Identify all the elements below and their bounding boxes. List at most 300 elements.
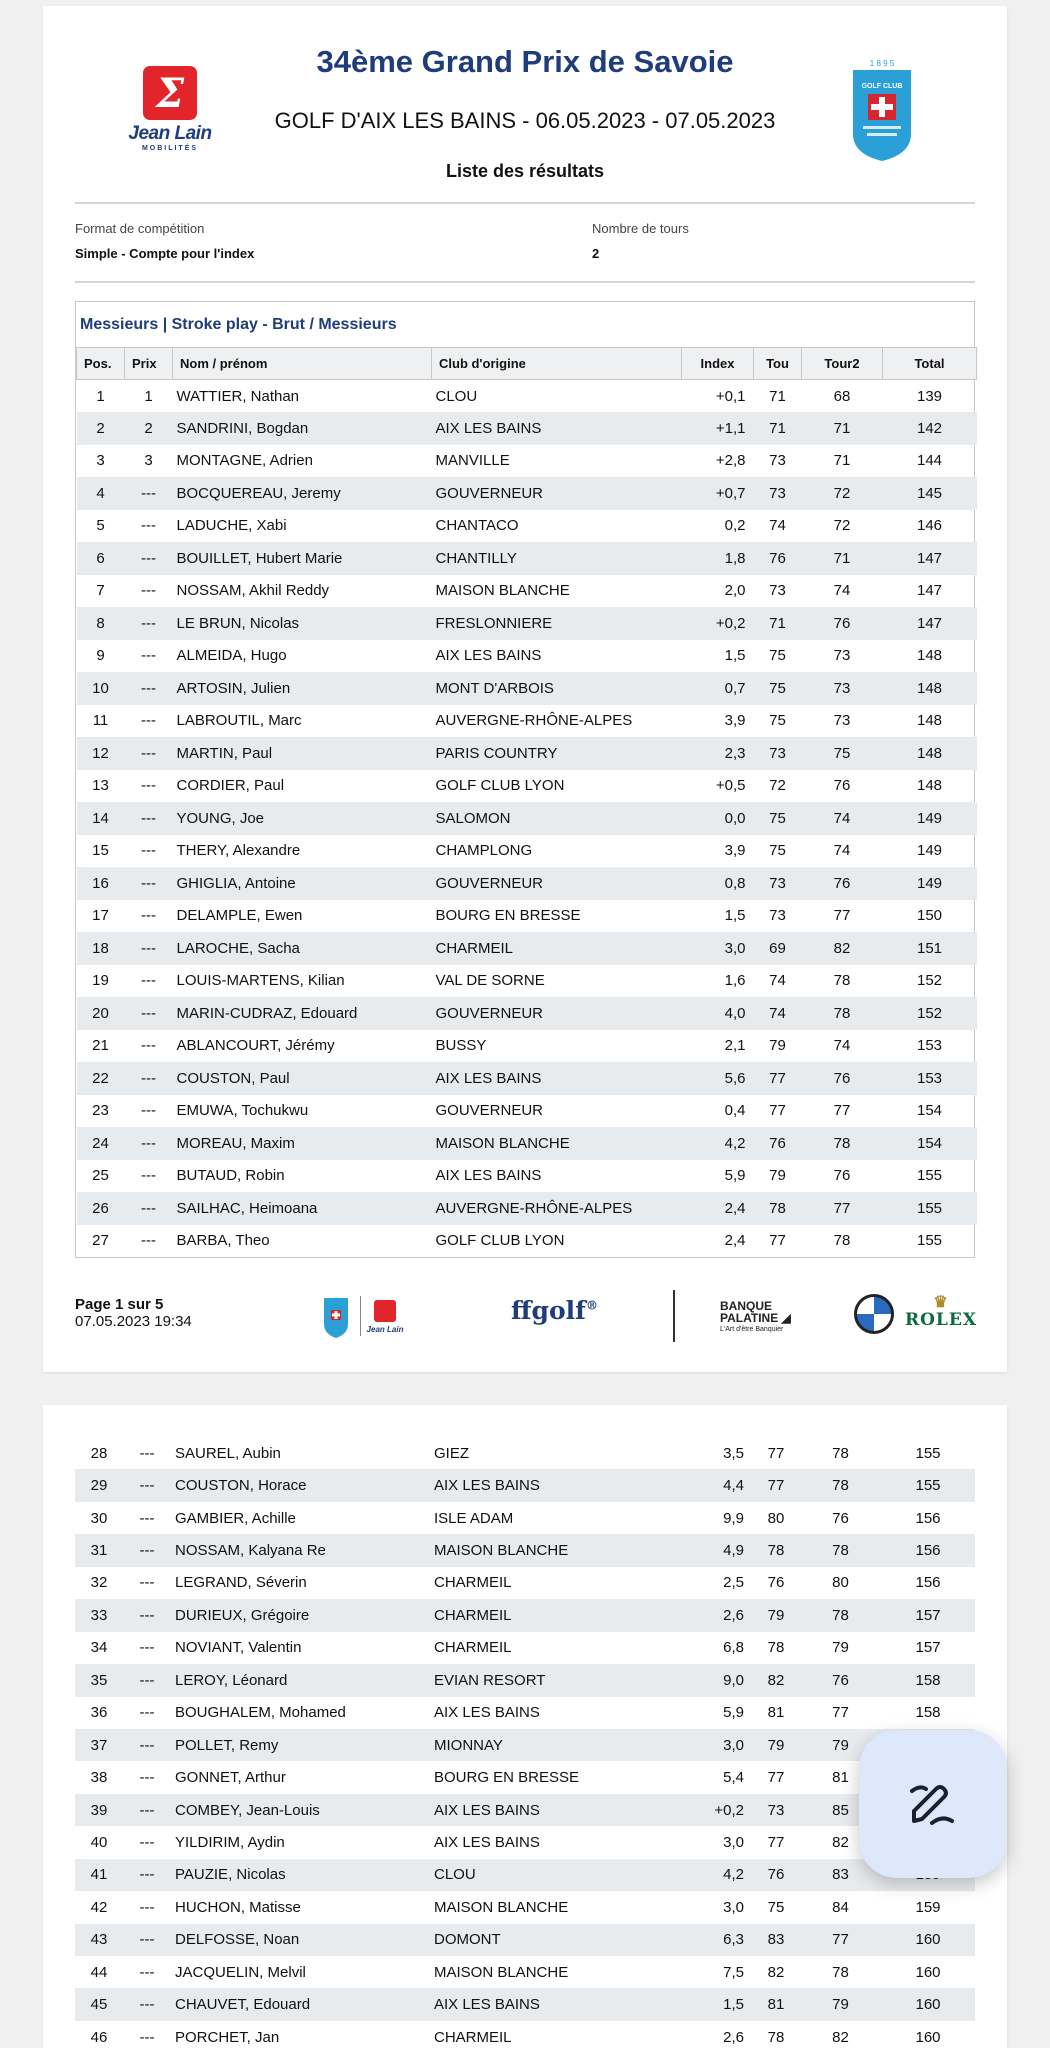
total-cell: 155 — [883, 1192, 977, 1225]
player-name-cell: ABLANCOURT, Jérémy — [176, 1037, 335, 1055]
round1-cell: 75 — [769, 647, 786, 665]
index-cell: +0,7 — [682, 477, 754, 510]
table-row — [75, 1859, 975, 1891]
col-header: Tou — [754, 348, 802, 380]
pos-cell: 35 — [75, 1664, 123, 1696]
prize-cell: --- — [139, 1704, 155, 1722]
table-row — [77, 900, 977, 933]
club-cell: AUVERGNE-RHÔNE-ALPES — [435, 712, 633, 730]
club-cell: GOLF CLUB LYON — [435, 777, 565, 795]
index-cell: 2,4 — [724, 1232, 746, 1250]
round1-cell: 72 — [769, 777, 786, 795]
prize-cell: --- — [125, 997, 173, 1030]
col-header: Index — [682, 348, 754, 380]
index-cell: 2,5 — [723, 1574, 744, 1592]
prize-cell: 1 — [144, 387, 153, 405]
pos-cell: 10 — [77, 672, 125, 705]
pos-cell: 36 — [90, 1704, 108, 1722]
prize-cell: --- — [141, 647, 156, 665]
round1-cell: 74 — [754, 997, 802, 1030]
round1-cell: 77 — [767, 1833, 785, 1851]
club-cell: PARIS COUNTRY — [432, 737, 682, 770]
table-row — [77, 997, 977, 1030]
club-cell: AIX LES BAINS — [434, 1704, 540, 1722]
player-name-cell: SANDRINI, Bogdan — [173, 412, 432, 445]
round1-cell: 73 — [754, 867, 802, 900]
club-cell: BUSSY — [435, 1037, 487, 1055]
page-number: Page 1 sur 5 — [75, 1296, 164, 1313]
prize-cell: --- — [141, 1167, 156, 1185]
round2-cell: 78 — [800, 1469, 881, 1501]
round2-cell: 73 — [833, 647, 851, 665]
pos-cell: 30 — [90, 1509, 108, 1527]
results-table-container — [75, 301, 975, 1258]
club-cell: GIEZ — [434, 1444, 470, 1462]
results-table — [76, 347, 977, 1257]
prize-cell: --- — [139, 1639, 155, 1657]
total-cell: 148 — [883, 672, 977, 705]
col-header: Pos. — [77, 348, 125, 380]
club-cell: GOUVERNEUR — [432, 477, 682, 510]
prize-cell: --- — [141, 777, 156, 795]
round2-cell: 79 — [800, 1729, 881, 1761]
player-name-cell: LABROUTIL, Marc — [176, 712, 302, 730]
index-cell: 3,0 — [723, 1833, 744, 1851]
round2-cell: 84 — [832, 1898, 849, 1916]
page-info — [75, 1296, 192, 1330]
club-cell: AUVERGNE-RHÔNE-ALPES — [432, 1192, 682, 1225]
club-cell: AIX LES BAINS — [432, 1062, 682, 1095]
pos-cell: 41 — [75, 1859, 123, 1891]
round2-cell: 71 — [833, 452, 851, 470]
pos-cell: 29 — [75, 1469, 123, 1501]
player-name-cell: GONNET, Arthur — [175, 1769, 286, 1787]
pos-cell: 8 — [77, 607, 125, 640]
club-cell: CLOU — [430, 1859, 680, 1891]
pos-cell: 12 — [77, 737, 125, 770]
table-row — [77, 802, 977, 835]
round1-cell: 74 — [769, 517, 786, 535]
prize-cell: --- — [123, 1664, 171, 1696]
table-row — [75, 1988, 975, 2020]
round1-cell: 69 — [754, 932, 802, 965]
club-cell: AIX LES BAINS — [432, 412, 682, 445]
page-footer — [75, 1286, 978, 1346]
pos-cell: 21 — [92, 1037, 109, 1055]
table-row — [77, 1095, 977, 1128]
round2-cell: 77 — [800, 1924, 881, 1956]
prize-cell: --- — [125, 477, 173, 510]
index-cell: 0,2 — [724, 517, 746, 535]
pos-cell: 25 — [92, 1167, 109, 1185]
prize-cell: 2 — [125, 412, 173, 445]
player-name-cell: BUTAUD, Robin — [176, 1167, 285, 1185]
club-cell: GOUVERNEUR — [435, 1102, 544, 1120]
table-row — [77, 932, 977, 965]
pos-cell: 32 — [90, 1574, 108, 1592]
player-name-cell: PORCHET, Jan — [175, 2028, 280, 2046]
edit-floating-button[interactable] — [859, 1730, 1007, 1878]
player-name-cell: HUCHON, Matisse — [175, 1898, 301, 1916]
prize-cell: --- — [141, 972, 156, 990]
competition-format: Format de compétition Simple - Compte pour l'index — [75, 221, 255, 261]
pos-cell: 45 — [75, 1988, 123, 2020]
round2-cell: 72 — [833, 517, 851, 535]
pos-cell: 24 — [77, 1127, 125, 1160]
round2-cell: 74 — [833, 1037, 851, 1055]
table-row — [75, 1891, 975, 1923]
page-subtitle: GOLF D'AIX LES BAINS - 06.05.2023 - 07.05.2023 — [274, 108, 776, 133]
round1-cell: 76 — [754, 1127, 802, 1160]
player-name-cell: SAILHAC, Heimoana — [173, 1192, 432, 1225]
prize-cell: --- — [139, 1444, 155, 1462]
total-cell: 156 — [881, 1534, 975, 1566]
round1-cell: 83 — [752, 1924, 800, 1956]
round2-cell: 80 — [832, 1574, 849, 1592]
round1-cell: 79 — [752, 1729, 800, 1761]
table-row — [77, 1062, 977, 1095]
pos-cell: 18 — [77, 932, 125, 965]
round2-cell: 76 — [802, 1062, 883, 1095]
club-cell: CHARMEIL — [432, 932, 682, 965]
round2-cell: 71 — [802, 542, 883, 575]
total-cell: 154 — [916, 1102, 943, 1120]
table-row — [77, 575, 977, 608]
table-row — [77, 1127, 977, 1160]
index-cell: 1,8 — [682, 542, 754, 575]
index-cell: 4,2 — [680, 1859, 752, 1891]
prize-cell: --- — [139, 1898, 155, 1916]
round1-cell: 75 — [767, 1898, 785, 1916]
round1-cell: 76 — [767, 1574, 785, 1592]
pos-cell: 5 — [96, 517, 105, 535]
player-name-cell: DELAMPLE, Ewen — [176, 907, 303, 925]
club-cell: MAISON BLANCHE — [434, 1963, 569, 1981]
club-cell: CHARMEIL — [434, 2028, 512, 2046]
club-cell: FRESLONNIERE — [432, 607, 682, 640]
club-cell: EVIAN RESORT — [430, 1664, 680, 1696]
total-cell: 146 — [916, 517, 943, 535]
player-name-cell: CORDIER, Paul — [176, 777, 285, 795]
round1-cell: 81 — [767, 1704, 785, 1722]
total-cell: 147 — [916, 582, 943, 600]
index-cell: 4,0 — [682, 997, 754, 1030]
round2-cell: 77 — [802, 1192, 883, 1225]
player-name-cell: YILDIRIM, Aydin — [175, 1833, 285, 1851]
divider — [75, 202, 975, 204]
club-cell: AIX LES BAINS — [434, 1833, 540, 1851]
prize-cell: --- — [141, 1037, 156, 1055]
player-name-cell: EMUWA, Tochukwu — [176, 1102, 309, 1120]
index-cell: 3,0 — [680, 1729, 752, 1761]
index-cell: 2,4 — [682, 1192, 754, 1225]
round1-cell: 73 — [769, 907, 786, 925]
player-name-cell: MARTIN, Paul — [173, 737, 432, 770]
round2-cell: 73 — [802, 672, 883, 705]
table-row — [77, 542, 977, 575]
total-cell: 148 — [916, 712, 943, 730]
total-cell: 160 — [881, 1924, 975, 1956]
player-name-cell: ARTOSIN, Julien — [173, 672, 432, 705]
round2-cell: 78 — [802, 997, 883, 1030]
table-row — [75, 1729, 975, 1761]
col-header: Nom / prénom — [173, 348, 432, 380]
round2-cell: 78 — [833, 1232, 851, 1250]
prize-cell: --- — [139, 2028, 155, 2046]
round2-cell: 74 — [833, 582, 851, 600]
col-header: Tour2 — [802, 348, 883, 380]
round2-cell: 85 — [800, 1794, 881, 1826]
pos-cell: 9 — [96, 647, 105, 665]
round1-cell: 75 — [754, 802, 802, 835]
svg-text:1 8 9 5: 1 8 9 5 — [869, 59, 895, 68]
prize-cell: --- — [123, 1729, 171, 1761]
club-cell: BOURG EN BRESSE — [435, 907, 581, 925]
index-cell: 5,4 — [723, 1769, 744, 1787]
round1-cell: 79 — [769, 1167, 786, 1185]
club-cell: VAL DE SORNE — [435, 972, 545, 990]
table-row — [75, 1924, 975, 1956]
svg-text:GOLF CLUB: GOLF CLUB — [861, 83, 903, 90]
index-cell: +0,2 — [680, 1794, 752, 1826]
table-row — [75, 1826, 975, 1858]
round1-cell: 73 — [754, 477, 802, 510]
round1-cell: 71 — [754, 412, 802, 445]
index-cell: 1,5 — [680, 1988, 752, 2020]
prize-cell: --- — [125, 607, 173, 640]
total-cell: 156 — [915, 1574, 941, 1592]
table-row — [75, 1956, 975, 1988]
prize-cell: --- — [123, 1988, 171, 2020]
player-name-cell: DELFOSSE, Noan — [171, 1924, 430, 1956]
index-cell: 0,4 — [724, 1102, 746, 1120]
results-table-continued — [75, 1437, 975, 2048]
ffgolf-logo: ffgolf® — [511, 1296, 598, 1325]
round2-cell: 77 — [833, 1102, 851, 1120]
table-row — [75, 1534, 975, 1566]
prize-cell: --- — [139, 1574, 155, 1592]
table-row — [75, 2021, 975, 2048]
round2-cell: 72 — [802, 477, 883, 510]
round1-cell: 71 — [754, 607, 802, 640]
pos-cell: 44 — [90, 1963, 108, 1981]
round2-cell: 76 — [833, 1167, 851, 1185]
section-title: Messieurs | Stroke play - Brut / Messieurs — [80, 316, 397, 333]
player-name-cell: NOSSAM, Kalyana Re — [171, 1534, 430, 1566]
player-name-cell: MOREAU, Maxim — [173, 1127, 432, 1160]
edit-pen-icon — [906, 1777, 960, 1831]
round1-cell: 73 — [754, 737, 802, 770]
club-cell: MAISON BLANCHE — [432, 1127, 682, 1160]
player-name-cell: PAUZIE, Nicolas — [171, 1859, 430, 1891]
table-row — [77, 640, 977, 673]
index-cell: 3,0 — [682, 932, 754, 965]
index-cell: 5,9 — [724, 1167, 746, 1185]
banque-palatine-logo: BANQUE PALATINE ◢ L'Art d'être Banquier — [720, 1299, 791, 1333]
index-cell: 0,8 — [682, 867, 754, 900]
round2-cell: 71 — [802, 412, 883, 445]
round1-cell: 79 — [769, 1037, 786, 1055]
results-page-2 — [43, 1405, 1007, 2048]
prize-cell: --- — [125, 1192, 173, 1225]
club-cell: GOUVERNEUR — [432, 997, 682, 1030]
player-name-cell: DURIEUX, Grégoire — [171, 1599, 430, 1631]
results-page-1 — [43, 6, 1007, 1372]
rolex-logo: ♛ ROLEX — [905, 1292, 978, 1330]
round1-cell: 77 — [769, 1232, 786, 1250]
round2-cell: 78 — [800, 1534, 881, 1566]
total-cell: 155 — [916, 1167, 943, 1185]
club-cell: MAISON BLANCHE — [430, 1534, 680, 1566]
player-name-cell: CHAUVET, Edouard — [171, 1988, 430, 2020]
round1-cell: 73 — [752, 1794, 800, 1826]
round2-cell: 78 — [832, 1444, 849, 1462]
table-row — [77, 510, 977, 543]
player-name-cell: BOCQUEREAU, Jeremy — [173, 477, 432, 510]
round2-cell: 76 — [800, 1664, 881, 1696]
round2-cell: 81 — [832, 1769, 849, 1787]
club-cell: SALOMON — [432, 802, 682, 835]
round2-cell: 76 — [802, 607, 883, 640]
prize-cell: --- — [123, 1859, 171, 1891]
page-header — [43, 6, 1007, 196]
round2-cell: 76 — [832, 1509, 849, 1527]
total-cell: 159 — [915, 1898, 941, 1916]
pos-cell: 17 — [92, 907, 109, 925]
round1-cell: 76 — [752, 1859, 800, 1891]
club-cell: BOURG EN BRESSE — [434, 1769, 580, 1787]
prize-cell: --- — [125, 672, 173, 705]
index-cell: 7,5 — [723, 1963, 744, 1981]
index-cell: 1,6 — [724, 972, 746, 990]
index-cell: 5,9 — [723, 1704, 744, 1722]
club-cell: AIX LES BAINS — [435, 1167, 542, 1185]
round1-cell: 78 — [754, 1192, 802, 1225]
player-name-cell: WATTIER, Nathan — [176, 387, 300, 405]
table-row — [77, 705, 977, 738]
player-name-cell: ALMEIDA, Hugo — [176, 647, 287, 665]
total-cell: 157 — [915, 1639, 941, 1657]
club-cell: MANVILLE — [435, 452, 510, 470]
club-cell: CHANTILLY — [432, 542, 682, 575]
index-cell: +1,1 — [682, 412, 754, 445]
table-row — [77, 835, 977, 868]
round1-cell: 77 — [754, 1062, 802, 1095]
round1-cell: 82 — [767, 1963, 785, 1981]
player-name-cell: BOUGHALEM, Mohamed — [175, 1704, 346, 1722]
player-name-cell: YOUNG, Joe — [173, 802, 432, 835]
round2-cell: 78 — [832, 1963, 849, 1981]
total-cell: 142 — [883, 412, 977, 445]
prize-cell: --- — [125, 867, 173, 900]
table-row — [75, 1664, 975, 1696]
divider — [673, 1290, 675, 1342]
pos-cell: 37 — [75, 1729, 123, 1761]
round1-cell: 82 — [752, 1664, 800, 1696]
print-datetime: 07.05.2023 19:34 — [75, 1313, 192, 1330]
round1-cell: 78 — [767, 1639, 785, 1657]
golf-club-logo — [849, 56, 915, 162]
prize-cell: --- — [125, 932, 173, 965]
round1-cell: 75 — [769, 842, 786, 860]
club-cell: ISLE ADAM — [434, 1509, 514, 1527]
round1-cell: 73 — [769, 452, 786, 470]
index-cell: 1,5 — [724, 647, 746, 665]
total-cell: 160 — [881, 1988, 975, 2020]
player-name-cell: GHIGLIA, Antoine — [173, 867, 432, 900]
club-cell: CHARMEIL — [434, 1639, 512, 1657]
prize-cell: --- — [141, 517, 156, 535]
table-row — [75, 1761, 975, 1793]
total-cell: 148 — [916, 777, 943, 795]
prize-cell: --- — [123, 1599, 171, 1631]
player-name-cell: MARIN-CUDRAZ, Edouard — [173, 997, 432, 1030]
index-cell: 6,8 — [723, 1639, 744, 1657]
index-cell: 4,2 — [682, 1127, 754, 1160]
prize-cell: --- — [125, 802, 173, 835]
player-name-cell: POLLET, Remy — [171, 1729, 430, 1761]
pos-cell: 16 — [77, 867, 125, 900]
round2-cell: 79 — [800, 1988, 881, 2020]
table-row — [77, 737, 977, 770]
club-cell: AIX LES BAINS — [430, 1794, 680, 1826]
club-cell: GOUVERNEUR — [432, 867, 682, 900]
club-cell: CHANTACO — [435, 517, 519, 535]
pos-cell: 42 — [90, 1898, 108, 1916]
table-row — [77, 1192, 977, 1225]
index-cell: +0,2 — [682, 607, 754, 640]
index-cell: 2,6 — [723, 2028, 744, 2046]
round2-cell: 83 — [800, 1859, 881, 1891]
player-name-cell: THERY, Alexandre — [176, 842, 301, 860]
pos-cell: 14 — [77, 802, 125, 835]
total-cell: 158 — [915, 1704, 941, 1722]
round1-cell: 77 — [767, 1444, 785, 1462]
round1-cell: 75 — [754, 672, 802, 705]
pos-cell: 33 — [75, 1599, 123, 1631]
round1-cell: 71 — [769, 387, 786, 405]
total-cell: 151 — [883, 932, 977, 965]
round2-cell: 78 — [833, 972, 851, 990]
prize-cell: --- — [125, 542, 173, 575]
club-cell: CHARMEIL — [434, 1574, 512, 1592]
pos-cell: 1 — [96, 387, 105, 405]
player-name-cell: BOUILLET, Hubert Marie — [173, 542, 432, 575]
club-cell: AIX LES BAINS — [435, 647, 542, 665]
index-cell: 9,0 — [680, 1664, 752, 1696]
pos-cell: 20 — [77, 997, 125, 1030]
index-cell: 6,3 — [680, 1924, 752, 1956]
table-row — [75, 1599, 975, 1631]
col-header: Prix — [125, 348, 173, 380]
prize-cell: --- — [141, 1102, 156, 1120]
table-row — [75, 1632, 975, 1664]
prize-cell: --- — [139, 1769, 155, 1787]
index-cell: 3,9 — [724, 842, 746, 860]
round2-cell: 82 — [832, 1833, 849, 1851]
player-name-cell: MONTAGNE, Adrien — [176, 452, 313, 470]
table-row — [77, 1160, 977, 1193]
player-name-cell: LE BRUN, Nicolas — [173, 607, 432, 640]
index-cell: 2,0 — [724, 582, 746, 600]
index-cell: +0,1 — [715, 387, 746, 405]
table-row — [75, 1502, 975, 1534]
round2-cell: 74 — [833, 842, 851, 860]
pos-cell: 15 — [92, 842, 109, 860]
total-cell: 160 — [915, 2028, 941, 2046]
index-cell: 5,6 — [682, 1062, 754, 1095]
player-name-cell: LAROCHE, Sacha — [173, 932, 432, 965]
